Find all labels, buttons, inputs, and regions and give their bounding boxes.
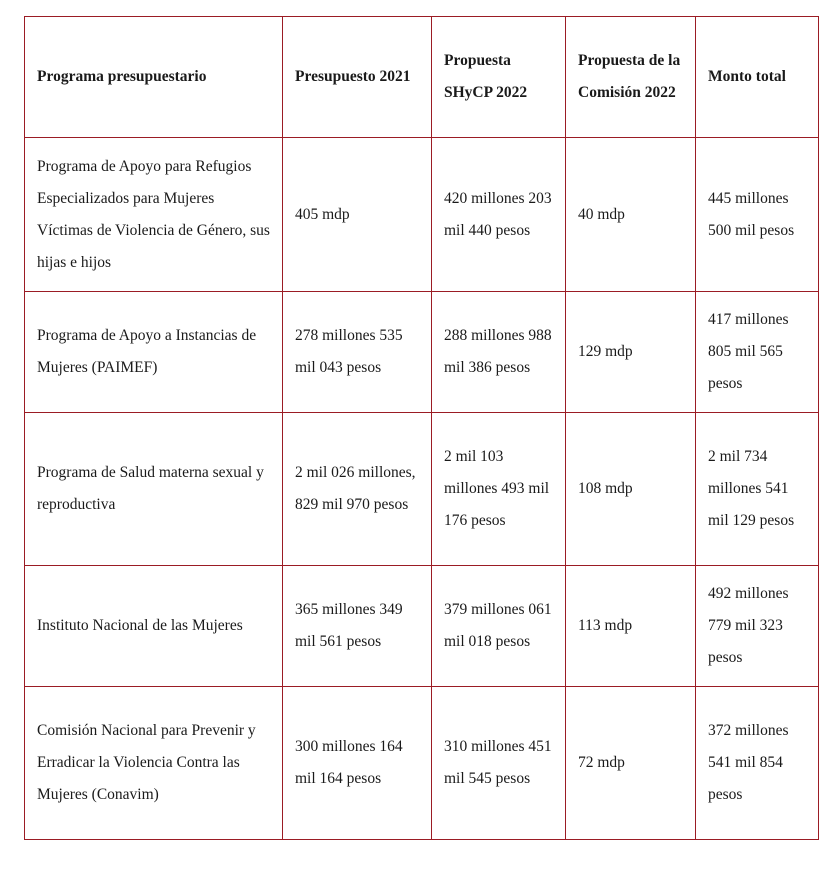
cell-programa: Programa de Apoyo a Instancias de Mujeres (PAIMEF) [25, 292, 283, 413]
header-propuesta-comision-2022: Propuesta de la Comisión 2022 [566, 17, 696, 138]
cell-presupuesto-2021: 300 millones 164 mil 164 pesos [283, 687, 432, 840]
cell-presupuesto-2021: 365 millones 349 mil 561 pesos [283, 566, 432, 687]
header-presupuesto-2021: Presupuesto 2021 [283, 17, 432, 138]
cell-propuesta-comision-2022: 40 mdp [566, 138, 696, 292]
cell-monto-total: 492 millones 779 mil 323 pesos [696, 566, 819, 687]
cell-propuesta-shycp-2022: 379 millones 061 mil 018 pesos [432, 566, 566, 687]
cell-propuesta-shycp-2022: 288 millones 988 mil 386 pesos [432, 292, 566, 413]
cell-propuesta-shycp-2022: 2 mil 103 millones 493 mil 176 pesos [432, 413, 566, 566]
cell-monto-total: 2 mil 734 millones 541 mil 129 pesos [696, 413, 819, 566]
table-row [25, 566, 819, 687]
cell-programa: Programa de Salud materna sexual y reproductiva [25, 413, 283, 566]
header-propuesta-shycp-2022: Propuesta SHyCP 2022 [432, 17, 566, 138]
table-row [25, 138, 819, 292]
cell-programa: Instituto Nacional de las Mujeres [25, 566, 283, 687]
cell-programa: Programa de Apoyo para Refugios Especializados para Mujeres Víctimas de Violencia de Género, sus hijas e hijos [25, 138, 283, 292]
cell-presupuesto-2021: 405 mdp [283, 138, 432, 292]
table-header-row [25, 17, 819, 138]
table-row [25, 413, 819, 566]
cell-propuesta-comision-2022: 108 mdp [566, 413, 696, 566]
header-programa: Programa presupuestario [25, 17, 283, 138]
cell-propuesta-comision-2022: 72 mdp [566, 687, 696, 840]
cell-propuesta-shycp-2022: 420 millones 203 mil 440 pesos [432, 138, 566, 292]
cell-propuesta-shycp-2022: 310 millones 451 mil 545 pesos [432, 687, 566, 840]
cell-programa: Comisión Nacional para Prevenir y Erradicar la Violencia Contra las Mujeres (Conavim) [25, 687, 283, 840]
cell-presupuesto-2021: 2 mil 026 millones, 829 mil 970 pesos [283, 413, 432, 566]
cell-propuesta-comision-2022: 129 mdp [566, 292, 696, 413]
cell-propuesta-comision-2022: 113 mdp [566, 566, 696, 687]
header-monto-total: Monto total [696, 17, 819, 138]
table-row [25, 292, 819, 413]
budget-table [24, 16, 819, 840]
cell-monto-total: 372 millones 541 mil 854 pesos [696, 687, 819, 840]
cell-presupuesto-2021: 278 millones 535 mil 043 pesos [283, 292, 432, 413]
cell-monto-total: 445 millones 500 mil pesos [696, 138, 819, 292]
cell-monto-total: 417 millones 805 mil 565 pesos [696, 292, 819, 413]
table-row [25, 687, 819, 840]
